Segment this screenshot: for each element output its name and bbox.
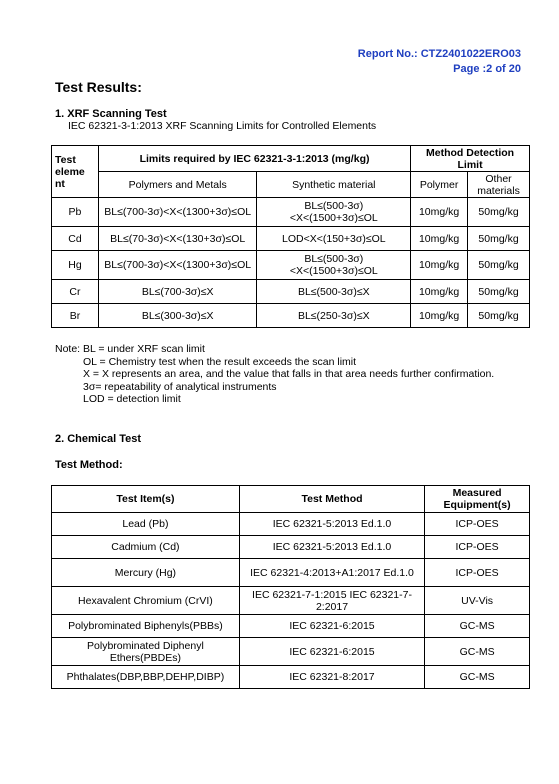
table-row (52, 280, 530, 304)
col-head-limits: Limits required by IEC 62321-3-1:2013 (mg/kg) (98, 146, 410, 172)
other-mdl: 50mg/kg (468, 251, 530, 280)
polymers-metals-limit: BL≤(700-3σ)≤X (98, 280, 257, 304)
polymer-mdl: 10mg/kg (411, 198, 468, 227)
chemical-test-table (51, 485, 530, 689)
page-title: Test Results: (55, 79, 142, 95)
other-mdl: 50mg/kg (468, 304, 530, 328)
col-head-polymers-metals: Polymers and Metals (98, 172, 257, 198)
element-cell: Pb (52, 198, 99, 227)
table-row (52, 615, 530, 638)
table-row (52, 513, 530, 536)
test-method: IEC 62321-6:2015 (239, 638, 424, 666)
page-number: Page :2 of 20 (453, 63, 521, 75)
test-item: Phthalates(DBP,BBP,DEHP,DIBP) (52, 666, 240, 689)
note-line: OL = Chemistry test when the result exceeds the scan limit (83, 355, 357, 368)
test-item: Hexavalent Chromium (CrVI) (52, 587, 240, 615)
test-method: IEC 62321-8:2017 (239, 666, 424, 689)
col-head-equipment: Measured Equipment(s) (425, 486, 530, 513)
table-row (52, 666, 530, 689)
polymer-mdl: 10mg/kg (411, 227, 468, 251)
equipment: GC-MS (425, 638, 530, 666)
test-item: Lead (Pb) (52, 513, 240, 536)
test-method-label: Test Method: (55, 459, 123, 471)
report-number: Report No.: CTZ2401022ERO03 (357, 48, 521, 60)
equipment: GC-MS (425, 666, 530, 689)
synthetic-limit: BL≤(500-3σ)≤X (257, 280, 411, 304)
equipment: ICP-OES (425, 559, 530, 587)
xrf-subtitle: IEC 62321-3-1:2013 XRF Scanning Limits for Controlled Elements (68, 120, 377, 132)
table-row (52, 304, 530, 328)
equipment: ICP-OES (425, 513, 530, 536)
other-mdl: 50mg/kg (468, 198, 530, 227)
col-head-synthetic: Synthetic material (257, 172, 411, 198)
table-row (52, 638, 530, 666)
polymer-mdl: 10mg/kg (411, 304, 468, 328)
synthetic-limit: LOD<X<(150+3σ)≤OL (257, 227, 411, 251)
equipment: GC-MS (425, 615, 530, 638)
element-cell: Hg (52, 251, 99, 280)
note-line: X = X represents an area, and the value that falls in that area needs further confirmation. (83, 368, 495, 380)
test-item: Polybrominated Diphenyl Ethers(PBDEs) (52, 638, 240, 666)
report-header (358, 47, 521, 77)
element-cell: Br (52, 304, 99, 328)
note-line: 3σ= repeatability of analytical instruments (83, 380, 277, 393)
table-row (52, 559, 530, 587)
chem-heading: 2. Chemical Test (55, 433, 141, 445)
test-method: IEC 62321-4:2013+A1:2017 Ed.1.0 (239, 559, 424, 587)
test-item: Mercury (Hg) (52, 559, 240, 587)
xrf-limits-table (51, 145, 530, 328)
polymer-mdl: 10mg/kg (411, 251, 468, 280)
table-row (52, 198, 530, 227)
test-method: IEC 62321-5:2013 Ed.1.0 (239, 536, 424, 559)
test-method: IEC 62321-5:2013 Ed.1.0 (239, 513, 424, 536)
table-row (52, 251, 530, 280)
col-head-element: Test eleme nt (52, 146, 99, 198)
col-head-other: Other materials (468, 172, 530, 198)
synthetic-limit: BL≤(500-3σ)<X<(1500+3σ)≤OL (257, 198, 411, 227)
table-row (52, 227, 530, 251)
polymers-metals-limit: BL≤(700-3σ)<X<(1300+3σ)≤OL (98, 251, 257, 280)
other-mdl: 50mg/kg (468, 227, 530, 251)
polymers-metals-limit: BL≤(700-3σ)<X<(1300+3σ)≤OL (98, 198, 257, 227)
note-line: Note: BL = under XRF scan limit (55, 343, 205, 355)
test-item: Polybrominated Biphenyls(PBBs) (52, 615, 240, 638)
col-head-method: Test Method (239, 486, 424, 513)
table-row (52, 587, 530, 615)
col-head-item: Test Item(s) (52, 486, 240, 513)
polymer-mdl: 10mg/kg (411, 280, 468, 304)
test-method: IEC 62321-6:2015 (239, 615, 424, 638)
other-mdl: 50mg/kg (468, 280, 530, 304)
xrf-heading: 1. XRF Scanning Test (55, 108, 167, 120)
test-item: Cadmium (Cd) (52, 536, 240, 559)
synthetic-limit: BL≤(250-3σ)≤X (257, 304, 411, 328)
polymers-metals-limit: BL≤(300-3σ)≤X (98, 304, 257, 328)
table-row (52, 536, 530, 559)
test-method: IEC 62321-7-1:2015 IEC 62321-7-2:2017 (239, 587, 424, 615)
element-cell: Cd (52, 227, 99, 251)
note-line: LOD = detection limit (83, 393, 181, 405)
polymers-metals-limit: BL≤(70-3σ)<X<(130+3σ)≤OL (98, 227, 257, 251)
col-head-mdl: Method Detection Limit (411, 146, 530, 172)
synthetic-limit: BL≤(500-3σ)<X<(1500+3σ)≤OL (257, 251, 411, 280)
col-head-polymer: Polymer (411, 172, 468, 198)
notes-block (55, 343, 494, 406)
element-cell: Cr (52, 280, 99, 304)
equipment: ICP-OES (425, 536, 530, 559)
equipment: UV-Vis (425, 587, 530, 615)
